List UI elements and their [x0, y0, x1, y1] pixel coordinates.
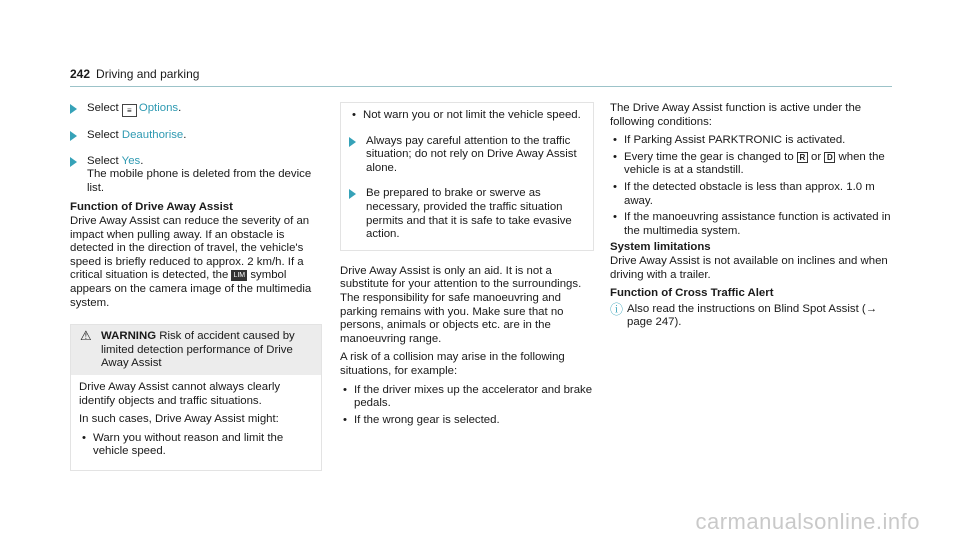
column-3 — [610, 102, 895, 330]
lim-icon: LIM — [233, 272, 246, 280]
step-select-options — [70, 102, 322, 117]
step-text: Select — [87, 102, 119, 114]
step-suffix: . — [140, 154, 144, 167]
list-item: • If the detected obstacle is less than approx. 1.0 m away. — [610, 181, 895, 208]
list-item: • If the wrong gear is selected. — [340, 414, 594, 428]
section-title: Driving and parking — [96, 67, 200, 81]
list-item — [610, 151, 895, 178]
step-text: Be prepared to brake or swerve as necessary, provided the traffic situation permits and that it is safe to take evasive action. — [366, 187, 572, 241]
warning-continued-box — [340, 102, 594, 251]
step-text: Select — [87, 129, 119, 141]
step-select-yes — [70, 155, 322, 196]
list-item: • If the manoeuvring assistance function is activated in the multimedia system. — [610, 211, 895, 238]
paragraph: Drive Away Assist is not available on inclines and when driving with a trailer. — [610, 254, 888, 281]
step-prepared — [349, 187, 585, 241]
step-arrow-icon — [70, 104, 77, 114]
reverse-gear-icon: R — [797, 152, 808, 163]
warning-header — [71, 325, 321, 375]
step-arrow-icon — [349, 137, 356, 147]
list-text: when the vehicle is at a standstill. — [624, 150, 885, 177]
note-text: Also read the instructions on Blind Spot Assist (→ page 247). — [627, 302, 878, 329]
list-text: or — [811, 150, 822, 163]
note — [610, 303, 895, 330]
paragraph: A risk of a collision may arise in the following situations, for example: — [340, 351, 565, 377]
step-text: Always pay careful attention to the traffic situation; do not rely on Drive Away Assist alone. — [366, 134, 577, 174]
list-text: Every time the gear is changed to — [624, 150, 794, 163]
step-attention — [349, 135, 585, 176]
warning-title: WARNING — [101, 330, 157, 343]
paragraph — [70, 215, 322, 310]
yes-link[interactable]: Yes — [121, 154, 141, 167]
paragraph-text: symbol appears on the camera image of the multimedia system. — [70, 269, 312, 309]
warning-bullet: • Not warn you or not limit the vehicle speed. — [349, 109, 585, 123]
warning-bullet: • Warn you without reason and limit the vehicle speed. — [79, 432, 313, 459]
step-text: Select — [87, 154, 119, 167]
drive-gear-icon: D — [824, 152, 835, 163]
watermark: carmanualsonline.info — [695, 509, 920, 534]
paragraph: The Drive Away Assist function is active under the following conditions: — [610, 102, 862, 128]
page-header — [70, 68, 199, 82]
column-1 — [70, 102, 322, 471]
step-arrow-icon — [349, 189, 356, 199]
column-2 — [340, 102, 594, 430]
paragraph-text: Drive Away Assist can reduce the severity of an impact when pulling away. If an obstacle is detected in the direction of travel, the vehicle's speed is briefly reduced to approx. 2 km/h. If a critical situation is detected, the — [70, 214, 310, 282]
list-item: • If Parking Assist PARKTRONIC is activated. — [610, 134, 895, 148]
step-result-text: The mobile phone is deleted from the device list. — [87, 168, 312, 194]
paragraph: Drive Away Assist is only an aid. It is not a substitute for your attention to the surroundings. The responsibility for safe manoeuvring and parking remains with you. Make sure that no persons, animals or objects etc. are in the manoeuvring range. — [340, 264, 582, 345]
step-select-deauthorise — [70, 129, 322, 143]
menu-icon: ≡ — [122, 104, 137, 117]
warning-text: In such cases, Drive Away Assist might: — [79, 413, 279, 426]
page-number: 242 — [70, 67, 91, 81]
list-item: • If the driver mixes up the accelerator and brake pedals. — [340, 384, 594, 411]
warning-head-text: Risk of accident caused by limited detection performance of Drive Away Assist — [101, 330, 295, 370]
warning-body — [71, 375, 321, 470]
step-suffix: . — [183, 129, 187, 141]
section-heading: Function of Drive Away Assist — [70, 201, 233, 214]
options-link[interactable]: Options — [138, 102, 179, 114]
section-heading: System limitations — [610, 241, 711, 254]
step-suffix: . — [178, 102, 182, 114]
warning-triangle-icon: ⚠ — [80, 328, 92, 344]
info-icon: ⓘ — [610, 301, 624, 317]
step-arrow-icon — [70, 157, 77, 167]
deauthorise-link[interactable]: Deauthorise — [121, 129, 184, 141]
step-arrow-icon — [70, 131, 77, 141]
warning-text: Drive Away Assist cannot always clearly identify objects and traffic situations. — [79, 380, 281, 407]
section-heading: Function of Cross Traffic Alert — [610, 287, 774, 300]
warning-box — [70, 324, 322, 471]
header-divider — [70, 86, 892, 87]
